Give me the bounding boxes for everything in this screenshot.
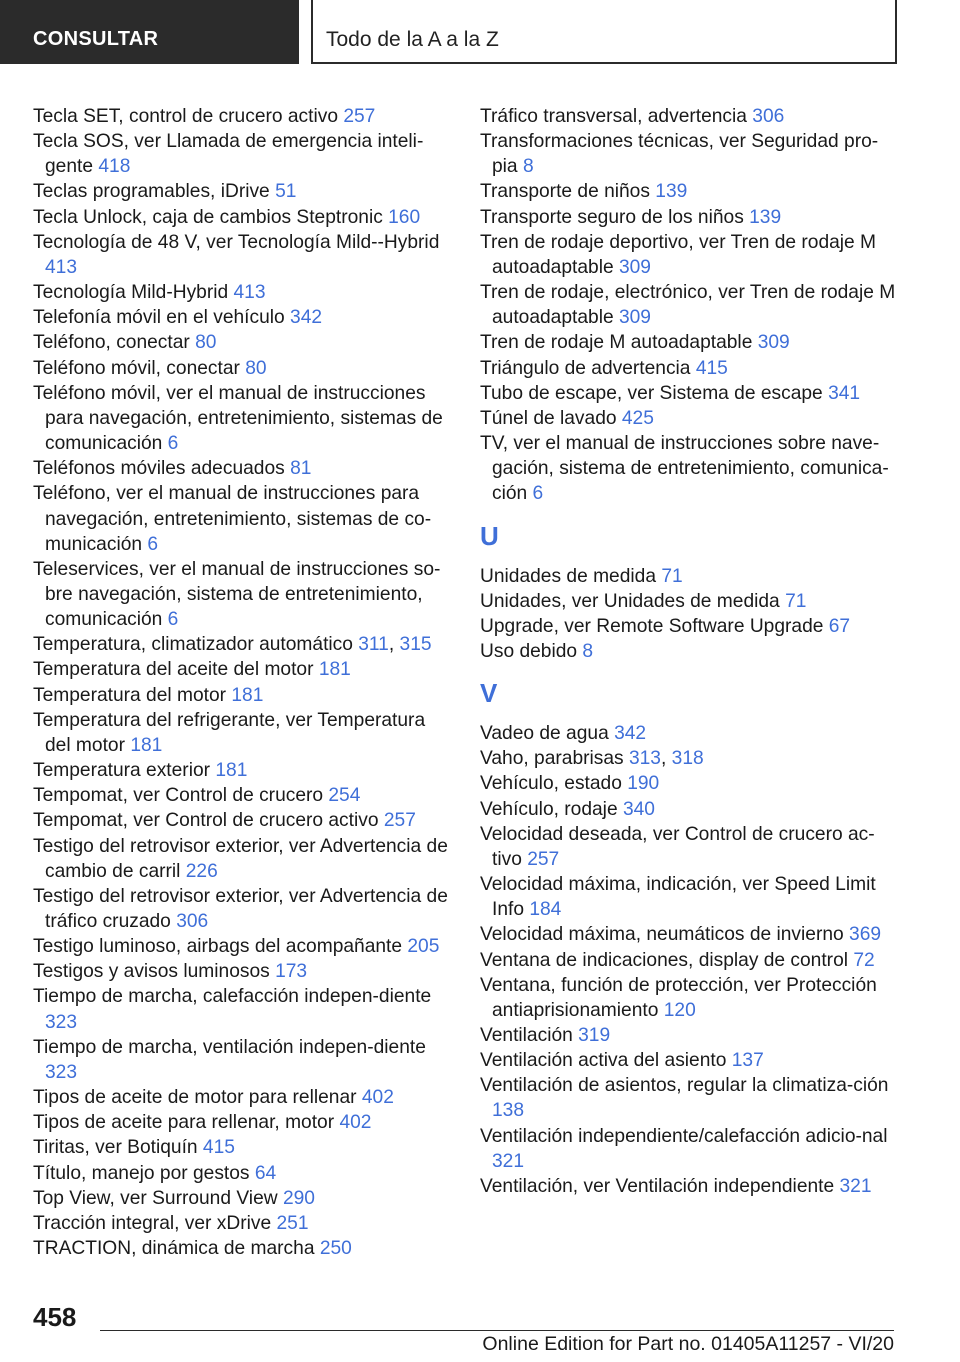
page-reference-link[interactable]: 139 [749,206,782,228]
page-reference-link[interactable]: 321 [492,1150,525,1172]
page-reference-link[interactable]: 315 [399,634,432,656]
index-entry [480,1048,900,1073]
index-entry [33,330,451,355]
page-reference-link[interactable]: 402 [361,1087,394,1109]
page-reference-link[interactable]: 309 [618,256,651,278]
index-entry-text: Velocidad máxima, neumáticos de invierno [480,924,850,946]
index-entry [480,639,900,664]
index-entry [33,104,451,129]
page-reference-link[interactable]: 306 [176,911,209,932]
index-entry [33,1035,451,1085]
index-entry [480,721,900,746]
page-number: 458 [33,1302,77,1332]
page-reference-link[interactable]: 413 [45,256,78,278]
index-entry-text: Uso debido [480,640,583,662]
page-reference-link[interactable]: 418 [98,156,131,178]
index-entry [33,230,451,280]
index-entry-text: Teléfono móvil, ver el manual de instrucciones para navegación, entretenimiento, sistemas de comunicación [33,382,443,455]
index-entry-text: Tempomat, ver Control de crucero activo [33,810,384,832]
index-entry [480,280,900,330]
page-reference-link[interactable]: 309 [757,332,790,354]
page-header [0,0,960,66]
index-entry [33,984,451,1034]
index-entry: Vaho, parabrisas 313, 318 [480,748,704,770]
page-reference-link[interactable]: 80 [245,357,267,379]
index-entry [480,406,900,431]
index-entry-text: Testigo del retrovisor exterior, ver Advertencia de cambio de carril [33,835,448,882]
index-entry-text: Telefonía móvil en el vehículo [33,307,291,329]
index-entry-text: Teléfono móvil, conectar [33,357,246,379]
index-entry [33,1211,451,1236]
index-entry [33,783,451,808]
page-reference-link[interactable]: 321 [839,1175,872,1197]
page-reference-link[interactable]: 257 [527,848,560,870]
page-reference-link[interactable]: 425 [621,407,654,429]
page-reference-link[interactable]: 64 [254,1162,277,1184]
index-entry-text: Vehículo, rodaje [480,798,623,820]
page-reference-link[interactable]: 311 [358,634,389,656]
page-reference-link[interactable]: 67 [828,615,851,637]
index-entry-text: Teclas programables, iDrive [33,181,276,203]
index-entry-text: Tracción integral, ver xDrive [33,1212,277,1234]
index-column-left [33,104,451,1261]
index-entry-text: Título, manejo por gestos [33,1162,255,1184]
edition-note: Online Edition for Part no. 01405A11257 - VI/20 [482,1333,894,1355]
index-entry [480,564,900,589]
page-reference-link[interactable]: 318 [671,748,704,770]
index-entry-text: Upgrade, ver Remote Software Upgrade [480,615,829,637]
index-entry [480,822,900,872]
index-entry-text: Tren de rodaje M autoadaptable [480,332,758,354]
index-entry-text: Ventilación [480,1025,579,1046]
index-entry [33,129,451,179]
index-entry-text: Temperatura exterior [33,760,216,782]
section-tab [0,0,299,64]
page-reference-link[interactable]: 250 [319,1238,352,1260]
index-entry-text: Teléfono, ver el manual de instrucciones para navegación, entretenimiento, sistemas de co-municación [33,483,432,555]
index-entry-text: Tecla SOS, ver Llamada de emergencia inteli-gente [33,131,424,178]
index-entry [480,922,900,947]
index-entry [480,1124,900,1174]
index-entry [33,1110,451,1135]
page-reference-link[interactable]: 120 [663,999,696,1021]
index-entry [480,771,900,796]
index-entry-text: Unidades de medida [480,565,662,587]
index-entry-text: Velocidad deseada, ver Control de crucero ac-tivo [480,823,875,870]
index-entry [480,179,900,204]
index-entry [480,230,900,280]
page-reference-link[interactable]: 415 [202,1137,235,1159]
index-entry-text: Ventilación, ver Ventilación independiente [480,1175,840,1197]
index-entry-text: Ventilación activa del asiento [480,1050,732,1072]
page-reference-link[interactable]: 313 [628,748,661,770]
index-entry-text: Tecnología de 48 V, ver Tecnología Mild--Hybrid [33,231,440,253]
index-letter-heading: U [480,520,499,551]
page-reference-link[interactable]: 323 [45,1061,78,1083]
index-entry-text: Tiempo de marcha, ventilación indepen-diente [33,1036,426,1058]
page-reference-link[interactable]: 139 [655,181,688,203]
index-letter-heading: V [480,678,498,709]
page-reference-link[interactable]: 181 [318,659,351,681]
page-reference-link[interactable]: 181 [215,760,248,782]
index-entry [33,657,451,682]
index-entry-text: Velocidad máxima, indicación, ver Speed Limit Info [480,874,876,921]
index-entry-text: Temperatura del aceite del motor [33,659,319,681]
index-entry-text: Triángulo de advertencia [480,357,696,379]
page-reference-link[interactable]: 137 [731,1050,764,1072]
page-reference-link[interactable]: 6 [167,609,179,631]
index-entry-text: Tráfico transversal, advertencia [480,106,753,127]
index-entry-text: Temperatura, climatizador automático [33,634,359,656]
index-entry [33,356,451,381]
index-entry [33,481,451,556]
index-entry [480,330,900,355]
page-reference-link[interactable]: 306 [752,106,785,127]
page-reference-link[interactable]: 340 [622,798,655,820]
index-entry [480,104,900,129]
page-reference-link[interactable]: 160 [388,206,421,228]
index-entry-text: Ventana de indicaciones, display de control [480,949,854,971]
page-reference-link[interactable]: 138 [492,1100,525,1122]
index-entry [33,205,451,230]
index-entry [480,129,900,179]
index-entry [480,1073,900,1123]
index-entry-text: Transformaciones técnicas, ver Seguridad pro-pia [480,131,879,178]
page-reference-link[interactable]: 341 [828,382,861,404]
index-entry-text: Tecla SET, control de crucero activo [33,106,344,127]
index-entry [33,708,451,758]
index-entry-text: Unidades, ver Unidades de medida [480,590,786,612]
index-entry-text: Tempomat, ver Control de crucero [33,785,329,807]
index-entry-text: Testigos y avisos luminosos [33,961,276,983]
index-entry [33,280,451,305]
index-entry-text: Ventilación de asientos, regular la climatiza-ción [480,1075,889,1097]
index-entry-text: Teléfono, conectar [33,332,196,354]
page-reference-link[interactable]: 181 [130,734,163,756]
page-reference-link[interactable]: 254 [328,785,361,807]
index-entry [33,1236,451,1261]
index-entry-text: Tecnología Mild-Hybrid [33,282,234,304]
page-reference-link[interactable]: 369 [849,924,882,946]
index-entry-text: Transporte seguro de los niños [480,206,750,228]
index-entry-text: Tipos de aceite de motor para rellenar [33,1087,362,1109]
index-entry [480,431,900,506]
index-entry [33,179,451,204]
index-entry-text: Testigo del retrovisor exterior, ver Advertencia de tráfico cruzado [33,885,448,932]
index-entry [480,797,900,822]
page-reference-link[interactable]: 323 [45,1011,78,1033]
index-entry: Temperatura, climatizador automático 311, 315 [33,634,432,656]
index-entry-text: Vehículo, estado [480,773,628,795]
index-entry-text: Temperatura del refrigerante, ver Temperatura del motor [33,709,426,756]
page-reference-link[interactable]: 226 [185,860,218,882]
chapter-title: Todo de la A a la Z [326,28,499,51]
page-reference-link[interactable]: 6 [147,533,159,555]
page-reference-link[interactable]: 251 [276,1212,309,1234]
page-reference-link[interactable]: 190 [627,773,660,795]
index-column-right [480,104,900,1199]
index-entry-text: TV, ver el manual de instrucciones sobre nave-gación, sistema de entretenimiento, comunica-ción [480,433,889,505]
index-entry-text: Top View, ver Surround View [33,1187,283,1209]
index-entry [480,948,900,973]
page-reference-link[interactable]: 51 [275,181,297,203]
index-entry [33,884,451,934]
page-reference-link[interactable]: 81 [290,458,312,480]
page-reference-link[interactable]: 415 [695,357,728,379]
page-reference-link[interactable]: 342 [290,307,323,329]
index-entry [33,557,451,632]
section-label: CONSULTAR [33,28,159,50]
index-entry [33,1161,451,1186]
page-reference-link[interactable]: 402 [339,1112,372,1134]
index-entry [480,973,900,1023]
index-entry [33,834,451,884]
index-entry [33,959,451,984]
page-reference-link[interactable]: 8 [582,640,594,662]
index-entry [480,205,900,230]
index-entry-text: Ventana, función de protección, ver Protección antiaprisionamiento [480,974,877,1021]
page-reference-link[interactable]: 181 [231,684,264,706]
index-entry-text: Túnel de lavado [480,407,622,429]
index-entry [480,1174,900,1199]
index-entry [480,589,900,614]
page-reference-link[interactable]: 319 [578,1025,611,1046]
index-entry [480,614,900,639]
index-entry-text: Vaho, parabrisas [480,748,629,770]
index-entry-text: Tren de rodaje deportivo, ver Tren de rodaje M autoadaptable [480,231,877,278]
index-entry-text: Temperatura del motor [33,684,232,706]
index-entry [33,758,451,783]
index-entry [33,1085,451,1110]
page-reference-link[interactable]: 257 [383,810,416,832]
page-reference-link[interactable]: 6 [167,433,179,455]
index-entry [33,305,451,330]
page-reference-link[interactable]: 184 [529,899,562,921]
index-entry-text: Tipos de aceite para rellenar, motor [33,1112,340,1134]
index-entry-text: Tecla Unlock, caja de cambios Steptronic [33,206,389,228]
index-entry-text: Tiritas, ver Botiquín [33,1137,203,1159]
index-entry-text: Tiempo de marcha, calefacción indepen-diente [33,986,432,1008]
page-reference-link[interactable]: 173 [275,961,308,983]
index-entry-text: Vadeo de agua [480,723,615,745]
index-entry [33,1186,451,1211]
index-entry [33,808,451,833]
page-reference-link[interactable]: 290 [282,1187,315,1209]
index-entry [33,1135,451,1160]
page-reference-link[interactable]: 71 [785,590,807,612]
index-entry-text: Tren de rodaje, electrónico, ver Tren de rodaje M autoadaptable [480,282,896,329]
index-entry-text: Ventilación independiente/calefacción adicio-nal [480,1125,888,1147]
page-reference-link[interactable]: 72 [853,949,875,971]
index-entry-text: TRACTION, dinámica de marcha [33,1238,320,1260]
page-reference-link[interactable]: 342 [614,723,647,745]
index-entry-text: Teléfonos móviles adecuados [33,458,291,480]
index-entry-text: Testigo luminoso, airbags del acompañante [33,936,408,958]
page-reference-link[interactable]: 80 [195,332,217,354]
index-entry-text: Transporte de niños [480,181,656,203]
page-reference-link[interactable]: 257 [343,106,376,127]
index-entry [33,456,451,481]
index-entry-text: Tubo de escape, ver Sistema de escape [480,382,829,404]
chapter-tab [311,0,897,64]
page-reference-link[interactable]: 71 [661,565,683,587]
index-entry [480,1023,900,1048]
page-reference-link[interactable]: 205 [407,936,440,958]
page-reference-link[interactable]: 413 [233,282,266,304]
index-entry [480,872,900,922]
footer-divider [100,1330,894,1331]
index-entry [480,356,900,381]
page-reference-link[interactable]: 309 [618,307,651,329]
page-reference-link[interactable]: 6 [532,483,544,505]
page-reference-link[interactable]: 8 [522,156,534,178]
index-entry [33,934,451,959]
index-entry-text: Teleservices, ver el manual de instrucciones so-bre navegación, sistema de entretenimiento, comunicación [33,558,441,631]
index-entry [33,683,451,708]
index-entry [480,381,900,406]
index-entry [33,381,451,456]
